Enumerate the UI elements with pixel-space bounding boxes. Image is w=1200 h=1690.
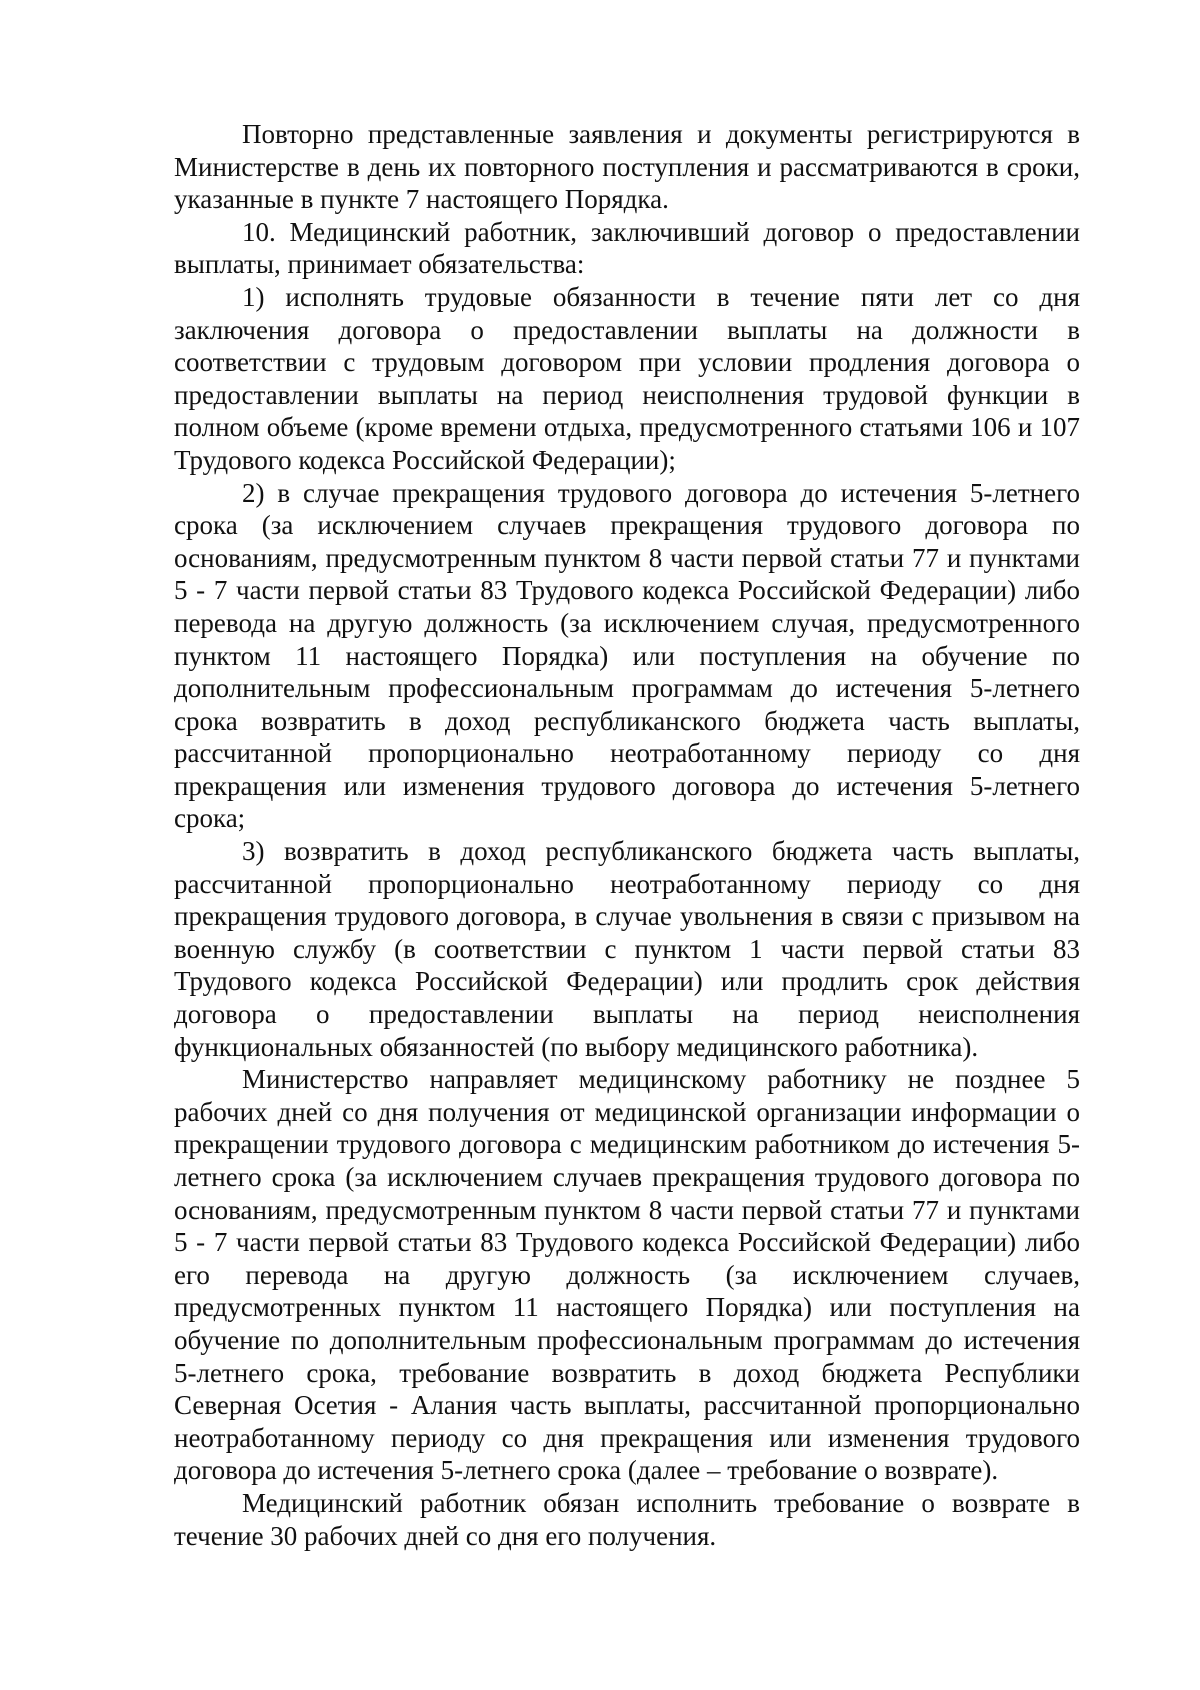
paragraph-ministry-notice: Министерство направляет медицинскому работнику не позднее 5 рабочих дней со дня получения от медицинской организации информации о прекращении трудового договора с медицинским работником до истечения 5-летнего срока (за исключением случаев прекращения трудового договора по основаниям, предусмотренным пунктом 8 части первой статьи 77 и пунктами 5 - 7 части первой статьи 83 Трудового кодекса Российской Федерации) либо его перевода на другую должность (за исключением случаев, предусмотренных пунктом 11 настоящего Порядка) или поступления на обучение по дополнительным профессиональным программам до истечения 5-летнего срока, требование возвратить в доход бюджета Республики Северная Осетия - Алания часть выплаты, рассчитанной пропорционально неотработанному периоду со дня прекращения или изменения трудового договора до истечения 5-летнего срока (далее – требование о возврате). — [174, 1064, 1080, 1486]
paragraph-resubmission: Повторно представленные заявления и документы регистрируются в Министерстве в день их повторного поступления и рассматриваются в сроки, указанные в пункте 7 настоящего Порядка. — [174, 119, 1080, 215]
paragraph-item-10: 10. Медицинский работник, заключивший договор о предоставлении выплаты, принимает обязательства: — [174, 216, 1080, 280]
paragraph-repayment-deadline: Медицинский работник обязан исполнить требование о возврате в течение 30 рабочих дней со дня его получения. — [174, 1487, 1080, 1551]
paragraph-obligation-3: 3) возвратить в доход республиканского бюджета часть выплаты, рассчитанной пропорционально неотработанному периоду со дня прекращения трудового договора, в случае увольнения в связи с призывом на военную службу (в соответствии с пунктом 1 части первой статьи 83 Трудового кодекса Российской Федерации) или продлить срок действия договора о предоставлении выплаты на период неисполнения функциональных обязанностей (по выбору медицинского работника). — [174, 836, 1080, 1062]
document-page — [174, 118, 1080, 1552]
paragraph-obligation-1: 1) исполнять трудовые обязанности в течение пяти лет со дня заключения договора о предоставлении выплаты на должности в соответствии с трудовым договором при условии продления договора о предоставлении выплаты на период неисполнения трудовой функции в полном объеме (кроме времени отдыха, предусмотренного статьями 106 и 107 Трудового кодекса Российской Федерации); — [174, 281, 1080, 475]
paragraph-obligation-2: 2) в случае прекращения трудового договора до истечения 5-летнего срока (за исключением случаев прекращения трудового договора по основаниям, предусмотренным пунктом 8 части первой статьи 77 и пунктами 5 - 7 части первой статьи 83 Трудового кодекса Российской Федерации) либо перевода на другую должность (за исключением случая, предусмотренного пунктом 11 настоящего Порядка) или поступления на обучение по дополнительным профессиональным программам до истечения 5-летнего срока возвратить в доход республиканского бюджета часть выплаты, рассчитанной пропорционально неотработанному периоду со дня прекращения или изменения трудового договора до истечения 5-летнего срока; — [174, 477, 1080, 834]
